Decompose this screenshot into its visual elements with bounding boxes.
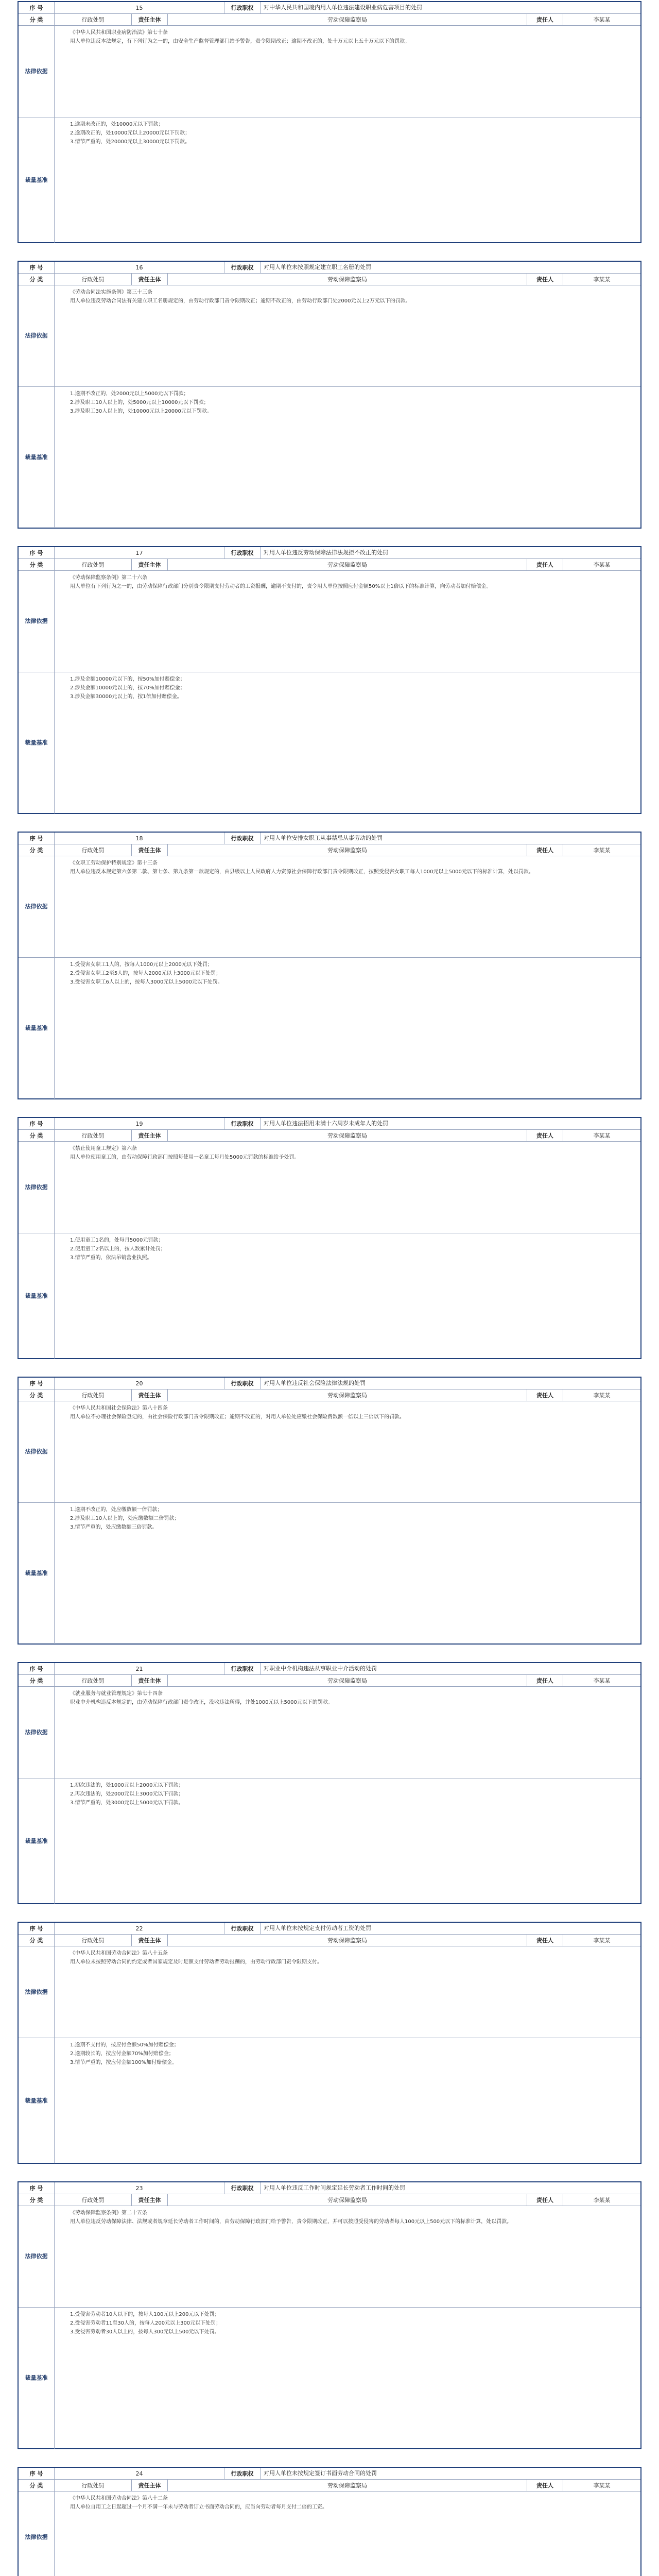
rules-label: 裁量基准 [19, 672, 55, 814]
rule-paragraph: 2.使用童工2名以上的，按人数累计处罚； [70, 1246, 166, 1252]
basis-row [19, 1142, 640, 1233]
power-item-card [18, 1, 641, 243]
no-label: 序 号 [19, 547, 55, 558]
card-subheader [19, 2194, 640, 2206]
no-label: 序 号 [19, 2468, 55, 2479]
dept-label: 责任主体 [132, 14, 168, 25]
basis-row [19, 2206, 640, 2308]
card-header [19, 1923, 640, 1935]
item-person: 李某某 [593, 1132, 611, 1139]
card-subheader [19, 274, 640, 285]
basis-text [55, 1142, 640, 1233]
basis-paragraph: 用人单位违反本法规定，有下列行为之一的，由安全生产监督管理部门给予警告，责令限期改正；逾期不改正的，处十万元以上五十万元以下的罚款。 [70, 39, 410, 44]
item-name-label: 行政职权 [224, 547, 261, 558]
card-subheader [19, 844, 640, 856]
basis-row [19, 1687, 640, 1778]
category-label: 分 类 [19, 1675, 55, 1686]
basis-paragraph: 用人单位违反劳动保障法律、法规或者规章延长劳动者工作时间的，由劳动保障行政部门给予警告，责令限期改正，并可以按照受侵害的劳动者每人100元以上500元以下的标准计算，处以罚款。 [70, 2219, 512, 2225]
rule-paragraph: 2.涉及职工10人以上的，处5000元以上10000元以下罚款； [70, 400, 209, 406]
basis-paragraph: 用人单位使用童工的，由劳动保障行政部门按照每使用一名童工每月处5000元罚款的标准给予处罚。 [70, 1155, 300, 1160]
item-category: 行政处罚 [55, 1935, 132, 1946]
item-category: 行政处罚 [55, 1130, 132, 1141]
power-item-card [18, 1662, 641, 1904]
document-page [18, 1, 641, 2576]
basis-label: 法律依据 [19, 1142, 55, 1233]
rule-paragraph: 1.使用童工1名的，处每月5000元罚款； [70, 1238, 164, 1244]
item-category: 行政处罚 [55, 559, 132, 570]
rules-text [55, 958, 640, 1099]
item-number: 21 [55, 1663, 224, 1674]
item-dept: 劳动保障监察局 [168, 1675, 527, 1686]
basis-paragraph: 《禁止使用童工规定》第六条 [70, 1146, 137, 1151]
basis-label: 法律依据 [19, 1687, 55, 1778]
basis-paragraph: 用人单位自用工之日起超过一个月不满一年未与劳动者订立书面劳动合同的，应当向劳动者每月支付二倍的工资。 [70, 2504, 327, 2510]
item-category: 行政处罚 [55, 844, 132, 856]
basis-paragraph: 用人单位违反本规定第六条第二款、第七条、第九条第一款规定的，由县级以上人民政府人力资源社会保障行政部门责令限期改正，按照受侵害女职工每人1000元以上5000元以下的标准计算，处以罚款。 [70, 869, 534, 875]
card-header [19, 2, 640, 14]
card-subheader [19, 1675, 640, 1687]
category-label: 分 类 [19, 1935, 55, 1946]
rules-row [19, 1503, 640, 1644]
basis-text [55, 26, 640, 117]
rule-paragraph: 1.逾期不改正的，处2000元以上5000元以下罚款； [70, 391, 189, 397]
no-label: 序 号 [19, 1118, 55, 1129]
item-name: 对用人单位违反社会保险法律法规的处罚 [264, 1380, 366, 1386]
rule-paragraph: 2.受侵害女职工2至5人的，按每人2000元以上3000元以下处罚； [70, 971, 221, 977]
rule-paragraph: 1.涉及金额10000元以下的，按50%加付赔偿金； [70, 676, 185, 683]
item-person: 李某某 [593, 2197, 611, 2204]
item-name-label: 行政职权 [224, 2, 261, 13]
basis-text [55, 571, 640, 672]
basis-label: 法律依据 [19, 856, 55, 957]
item-person: 李某某 [593, 847, 611, 854]
item-dept: 劳动保障监察局 [168, 844, 527, 856]
rule-paragraph: 3.情节严重的，依法吊销营业执照。 [70, 1255, 152, 1261]
basis-text [55, 2492, 640, 2576]
item-number: 24 [55, 2468, 224, 2479]
rules-label: 裁量基准 [19, 1233, 55, 1359]
item-name: 对用人单位违反工作时间规定延长劳动者工作时间的处罚 [264, 2184, 405, 2191]
power-item-card [18, 832, 641, 1099]
category-label: 分 类 [19, 1130, 55, 1141]
resp-label: 责任人 [527, 14, 563, 25]
item-name-label: 行政职权 [224, 833, 261, 844]
no-label: 序 号 [19, 1663, 55, 1674]
card-header [19, 833, 640, 844]
item-category: 行政处罚 [55, 274, 132, 285]
rules-label: 裁量基准 [19, 117, 55, 243]
item-number: 19 [55, 1118, 224, 1129]
rule-paragraph: 2.受侵害劳动者11至30人的，按每人200元以上300元以下处罚； [70, 2320, 221, 2327]
item-category: 行政处罚 [55, 2480, 132, 2491]
dept-label: 责任主体 [132, 274, 168, 285]
dept-label: 责任主体 [132, 559, 168, 570]
rule-paragraph: 2.涉及金额10000元以上的，按70%加付赔偿金； [70, 685, 185, 691]
item-category: 行政处罚 [55, 2194, 132, 2206]
rules-row [19, 2038, 640, 2163]
dept-label: 责任主体 [132, 1389, 168, 1401]
basis-row [19, 1401, 640, 1503]
basis-paragraph: 《中华人民共和国劳动合同法》第八十五条 [70, 1951, 168, 1956]
item-dept: 劳动保障监察局 [168, 2194, 527, 2206]
item-name: 对用人单位违法招用未满十六周岁未成年人的处罚 [264, 1120, 388, 1127]
rules-text [55, 2308, 640, 2449]
rule-paragraph: 1.受侵害女职工1人的，按每人1000元以上2000元以下处罚； [70, 962, 213, 968]
basis-label: 法律依据 [19, 571, 55, 672]
rules-label: 裁量基准 [19, 2038, 55, 2163]
rule-paragraph: 1.逾期不改正的，处应缴数额一倍罚款； [70, 1507, 163, 1513]
rule-paragraph: 1.逾期未改正的，处10000元以下罚款； [70, 122, 164, 128]
card-header [19, 1663, 640, 1675]
category-label: 分 类 [19, 559, 55, 570]
item-number: 17 [55, 547, 224, 558]
item-name: 对中华人民共和国境内用人单位违法建设职业病危害项目的处罚 [264, 4, 422, 11]
item-dept: 劳动保障监察局 [168, 2480, 527, 2491]
rule-paragraph: 2.逾期较长的，按应付金额70%加付赔偿金； [70, 2051, 174, 2057]
resp-label: 责任人 [527, 1389, 563, 1401]
item-dept: 劳动保障监察局 [168, 1130, 527, 1141]
card-header [19, 1118, 640, 1130]
no-label: 序 号 [19, 2182, 55, 2194]
rule-paragraph: 2.逾期改正的，处10000元以上20000元以下罚款； [70, 130, 190, 137]
category-label: 分 类 [19, 1389, 55, 1401]
basis-paragraph: 《就业服务与就业管理规定》第七十四条 [70, 1691, 163, 1697]
rules-label: 裁量基准 [19, 1503, 55, 1644]
basis-text [55, 856, 640, 957]
card-subheader [19, 1389, 640, 1401]
rule-paragraph: 3.受侵害女职工6人以上的，按每人3000元以上5000元以下处罚。 [70, 979, 223, 986]
basis-row [19, 571, 640, 672]
item-name: 对用人单位违反劳动保障法律法规拒不改正的处罚 [264, 549, 388, 556]
category-label: 分 类 [19, 844, 55, 856]
rule-paragraph: 3.情节严重的，处3000元以上5000元以下罚款。 [70, 1800, 184, 1806]
resp-label: 责任人 [527, 274, 563, 285]
item-person: 李某某 [593, 1392, 611, 1399]
rule-paragraph: 2.涉及职工10人以上的，处应缴数额二倍罚款； [70, 1516, 180, 1522]
item-number: 20 [55, 1378, 224, 1389]
card-subheader [19, 2480, 640, 2492]
item-number: 16 [55, 262, 224, 273]
rules-text [55, 1233, 640, 1359]
item-name-label: 行政职权 [224, 1923, 261, 1934]
basis-paragraph: 用人单位未按照劳动合同的约定或者国家规定及时足额支付劳动者劳动报酬的，由劳动行政部门责令限期支付。 [70, 1959, 322, 1965]
item-person: 李某某 [593, 1937, 611, 1944]
basis-paragraph: 《劳动保障监察条例》第二十六条 [70, 575, 147, 581]
basis-paragraph: 《女职工劳动保护特别规定》第十三条 [70, 860, 158, 866]
basis-label: 法律依据 [19, 2206, 55, 2307]
item-dept: 劳动保障监察局 [168, 274, 527, 285]
dept-label: 责任主体 [132, 1935, 168, 1946]
rules-row [19, 958, 640, 1099]
card-subheader [19, 1130, 640, 1142]
power-item-card [18, 546, 641, 814]
rule-paragraph: 3.情节严重的，处20000元以上30000元以下罚款。 [70, 139, 190, 145]
rules-text [55, 117, 640, 243]
resp-label: 责任人 [527, 1935, 563, 1946]
power-item-card [18, 1922, 641, 2164]
basis-text [55, 1946, 640, 2038]
item-person: 李某某 [593, 1677, 611, 1684]
rule-paragraph: 3.涉及金额30000元以上的，按1倍加付赔偿金。 [70, 694, 182, 700]
basis-paragraph: 《劳动合同法实施条例》第三十三条 [70, 290, 152, 295]
rules-text [55, 672, 640, 814]
item-dept: 劳动保障监察局 [168, 1389, 527, 1401]
item-category: 行政处罚 [55, 1675, 132, 1686]
basis-label: 法律依据 [19, 1946, 55, 2038]
item-name: 对用人单位未按规定签订书面劳动合同的处罚 [264, 2470, 377, 2477]
item-dept: 劳动保障监察局 [168, 14, 527, 25]
category-label: 分 类 [19, 2480, 55, 2491]
no-label: 序 号 [19, 1923, 55, 1934]
dept-label: 责任主体 [132, 844, 168, 856]
rules-label: 裁量基准 [19, 1778, 55, 1904]
dept-label: 责任主体 [132, 1675, 168, 1686]
basis-text [55, 285, 640, 386]
rule-paragraph: 3.涉及职工30人以上的，处10000元以上20000元以下罚款。 [70, 409, 212, 415]
item-dept: 劳动保障监察局 [168, 1935, 527, 1946]
item-name: 对用人单位未按照规定建立职工名册的处罚 [264, 264, 371, 270]
basis-paragraph: 用人单位有下列行为之一的，由劳动保障行政部门分别责令限期支付劳动者的工资报酬，逾期不支付的，责令用人单位按照应付金额50%以上1倍以下的标准计算，向劳动者加付赔偿金。 [70, 584, 492, 589]
rule-paragraph: 3.受侵害劳动者30人以上的，按每人300元以上500元以下处罚。 [70, 2329, 220, 2335]
rules-row [19, 117, 640, 243]
card-header [19, 1378, 640, 1389]
basis-text [55, 1687, 640, 1778]
basis-paragraph: 《中华人民共和国职业病防治法》第七十条 [70, 30, 168, 36]
basis-text [55, 1401, 640, 1502]
category-label: 分 类 [19, 14, 55, 25]
item-name-label: 行政职权 [224, 2182, 261, 2194]
rules-row [19, 387, 640, 528]
basis-text [55, 2206, 640, 2307]
rules-label: 裁量基准 [19, 958, 55, 1099]
basis-row [19, 2492, 640, 2576]
basis-paragraph: 《中华人民共和国劳动合同法》第八十二条 [70, 2496, 168, 2501]
basis-label: 法律依据 [19, 1401, 55, 1502]
basis-paragraph: 《中华人民共和国社会保险法》第八十四条 [70, 1405, 168, 1411]
item-name-label: 行政职权 [224, 262, 261, 273]
card-header [19, 2468, 640, 2480]
power-item-card [18, 2467, 641, 2576]
rules-row [19, 1233, 640, 1359]
rules-label: 裁量基准 [19, 387, 55, 528]
category-label: 分 类 [19, 274, 55, 285]
power-item-card [18, 1117, 641, 1359]
rules-text [55, 387, 640, 528]
item-name-label: 行政职权 [224, 1663, 261, 1674]
item-number: 22 [55, 1923, 224, 1934]
basis-row [19, 285, 640, 387]
basis-label: 法律依据 [19, 26, 55, 117]
card-header [19, 2182, 640, 2194]
no-label: 序 号 [19, 833, 55, 844]
item-dept: 劳动保障监察局 [168, 559, 527, 570]
basis-paragraph: 用人单位不办理社会保险登记的，由社会保险行政部门责令限期改正；逾期不改正的，对用人单位处应缴社会保险费数额一倍以上三倍以下的罚款。 [70, 1414, 405, 1420]
rules-row [19, 2308, 640, 2449]
card-header [19, 262, 640, 274]
basis-paragraph: 《劳动保障监察条例》第二十五条 [70, 2210, 147, 2216]
rules-text [55, 1778, 640, 1904]
item-person: 李某某 [593, 16, 611, 23]
item-name: 对用人单位安排女职工从事禁忌从事劳动的处罚 [264, 835, 383, 841]
item-category: 行政处罚 [55, 14, 132, 25]
no-label: 序 号 [19, 2, 55, 13]
basis-paragraph: 职业中介机构违反本规定的，由劳动保障行政部门责令改正，没收违法所得，并处1000元以上5000元以下的罚款。 [70, 1700, 333, 1705]
rule-paragraph: 3.情节严重的，处应缴数额三倍罚款。 [70, 1524, 158, 1531]
item-name-label: 行政职权 [224, 2468, 261, 2479]
basis-row [19, 26, 640, 117]
resp-label: 责任人 [527, 844, 563, 856]
rules-text [55, 1503, 640, 1644]
rules-label: 裁量基准 [19, 2308, 55, 2449]
item-number: 18 [55, 833, 224, 844]
rules-row [19, 1778, 640, 1904]
power-item-card [18, 2181, 641, 2449]
item-person: 李某某 [593, 276, 611, 283]
basis-label: 法律依据 [19, 285, 55, 386]
rules-row [19, 672, 640, 814]
card-subheader [19, 14, 640, 26]
item-name-label: 行政职权 [224, 1378, 261, 1389]
resp-label: 责任人 [527, 2194, 563, 2206]
category-label: 分 类 [19, 2194, 55, 2206]
resp-label: 责任人 [527, 559, 563, 570]
basis-label: 法律依据 [19, 2492, 55, 2576]
card-subheader [19, 559, 640, 571]
item-name: 对职业中介机构违法从事职业中介活动的处罚 [264, 1665, 377, 1672]
no-label: 序 号 [19, 1378, 55, 1389]
rule-paragraph: 1.受侵害劳动者10人以下的，按每人100元以上200元以下处罚； [70, 2312, 220, 2318]
item-person: 李某某 [593, 2482, 611, 2489]
basis-paragraph: 用人单位违反劳动合同法有关建立职工名册规定的，由劳动行政部门责令限期改正；逾期不改正的，由劳动行政部门处2000元以上2万元以下的罚款。 [70, 298, 411, 304]
power-item-card [18, 1377, 641, 1645]
dept-label: 责任主体 [132, 1130, 168, 1141]
item-name-label: 行政职权 [224, 1118, 261, 1129]
item-number: 23 [55, 2182, 224, 2194]
rule-paragraph: 3.情节严重的，按应付金额100%加付赔偿金。 [70, 2060, 178, 2066]
rule-paragraph: 1.初次违法的，处1000元以上2000元以下罚款； [70, 1783, 184, 1789]
resp-label: 责任人 [527, 2480, 563, 2491]
basis-row [19, 1946, 640, 2038]
dept-label: 责任主体 [132, 2480, 168, 2491]
resp-label: 责任人 [527, 1675, 563, 1686]
resp-label: 责任人 [527, 1130, 563, 1141]
dept-label: 责任主体 [132, 2194, 168, 2206]
power-item-card [18, 261, 641, 529]
no-label: 序 号 [19, 262, 55, 273]
rule-paragraph: 1.逾期不支付的，按应付金额50%加付赔偿金； [70, 2042, 179, 2048]
item-category: 行政处罚 [55, 1389, 132, 1401]
item-number: 15 [55, 2, 224, 13]
rule-paragraph: 2.再次违法的，处2000元以上3000元以下罚款； [70, 1791, 184, 1798]
rules-text [55, 2038, 640, 2163]
basis-row [19, 856, 640, 958]
item-name: 对用人单位未按规定支付劳动者工资的处罚 [264, 1925, 371, 1931]
card-header [19, 547, 640, 559]
item-person: 李某某 [593, 562, 611, 568]
card-subheader [19, 1935, 640, 1946]
